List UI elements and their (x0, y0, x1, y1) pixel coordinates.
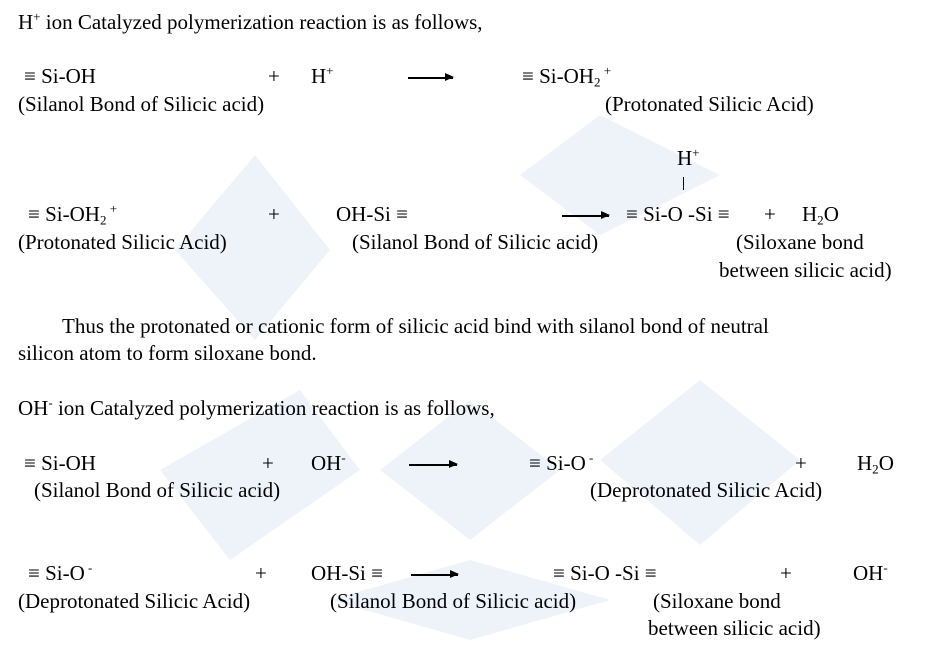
s2-r2-reactant1-label: (Deprotonated Silicic Acid) (18, 589, 251, 613)
s2-r2-product-label-line2: between silicic acid) (648, 616, 821, 640)
s1-r2-plus2: + (764, 202, 776, 226)
s1-r2-reactant1: ≡ $Si-OH_2$ + (28, 201, 118, 228)
paragraph-line1: Thus the protonated or cationic form of silicic acid bind with silanol bond of neutral (62, 314, 769, 338)
s1-r2-bond-line (683, 177, 684, 190)
s2-r2-reactant2-label: (Silanol Bond of Silicic acid) (330, 589, 577, 613)
s2-r2-arrow-icon (411, 574, 458, 576)
s2-r1-product: ≡ Si-O - (529, 450, 594, 475)
s2-r2-plus2: + (780, 561, 792, 585)
s2-r1-water: $H_2O$ (857, 451, 894, 477)
s2-r1-reactant2: OH- (311, 450, 346, 475)
s1-r2-reactant2-label: (Silanol Bond of Silicic acid) (352, 230, 599, 254)
s2-r2-product: ≡ Si-O -Si ≡ (553, 561, 657, 585)
s1-r2-product-label-line2: between silicic acid) (719, 258, 892, 282)
s2-r1-product-label: (Deprotonated Silicic Acid) (590, 478, 823, 502)
s2-r1-plus2: + (795, 451, 807, 475)
paragraph-line2: silicon atom to form siloxane bond. (18, 341, 317, 365)
s1-r1-reactant2: H+ (311, 63, 334, 88)
s2-r2-reactant2: OH-Si ≡ (311, 561, 383, 585)
section1-title: H+ ion Catalyzed polymerization reaction is as follows, (18, 9, 483, 34)
s2-r2-byproduct: OH- (853, 560, 888, 585)
s1-r1-product: ≡ $Si-OH_2$ + (522, 63, 612, 90)
section2-title: OH- ion Catalyzed polymerization reaction is as follows, (18, 395, 495, 420)
s2-r1-reactant1: ≡ Si-OH (24, 451, 96, 475)
s1-r2-water: $H_2O$ (802, 202, 839, 228)
s1-r2-product-label-line1: (Siloxane bond (736, 230, 864, 254)
s1-r1-product-label: (Protonated Silicic Acid) (605, 92, 814, 116)
s2-r1-reactant1-label: (Silanol Bond of Silicic acid) (34, 478, 281, 502)
s2-r2-plus1: + (255, 561, 267, 585)
s1-r2-plus1: + (268, 202, 280, 226)
s2-r2-reactant1: ≡ Si-O - (28, 560, 93, 585)
s1-r2-reactant1-label: (Protonated Silicic Acid) (18, 230, 227, 254)
s1-r1-reactant1: ≡ Si-OH (24, 64, 96, 88)
s1-r2-product: ≡ Si-O -Si ≡ (626, 202, 730, 226)
s2-r1-arrow-icon (409, 464, 457, 466)
s1-r1-arrow-icon (408, 77, 453, 79)
s1-r1-reactant1-label: (Silanol Bond of Silicic acid) (18, 92, 265, 116)
s1-r2-above-h: H+ (677, 145, 700, 170)
s1-r1-plus: + (268, 64, 280, 88)
s1-r2-reactant2: OH-Si ≡ (336, 202, 408, 226)
s1-r2-arrow-icon (562, 215, 609, 217)
s2-r1-plus1: + (262, 451, 274, 475)
s2-r2-product-label-line1: (Siloxane bond (653, 589, 781, 613)
